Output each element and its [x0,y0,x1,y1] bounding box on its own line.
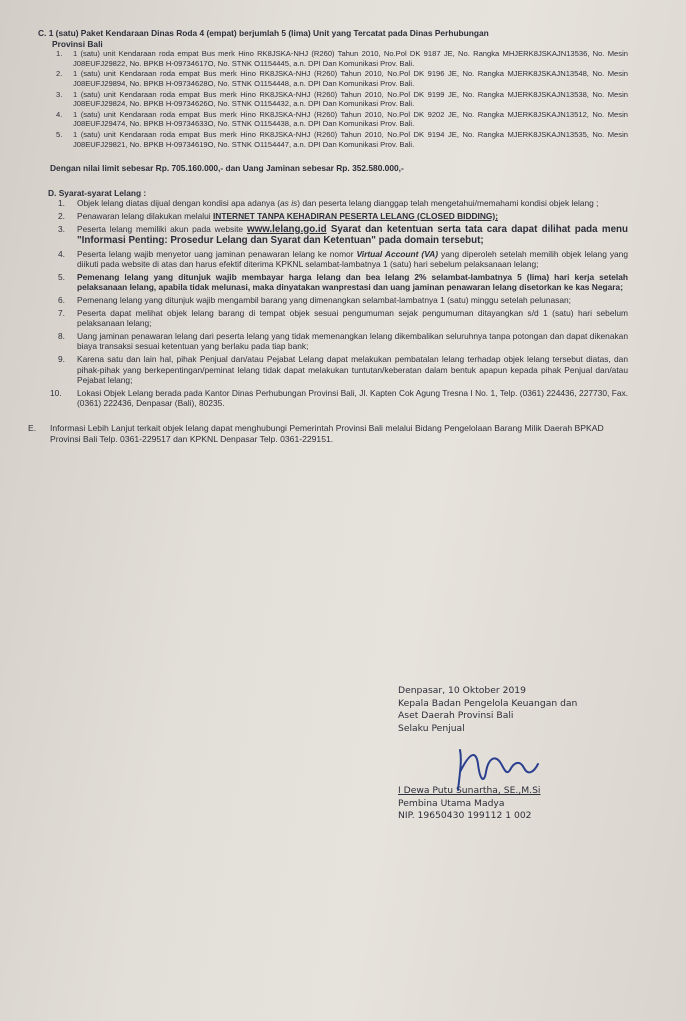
section-e [28,423,628,445]
list-item: 8. Uang jaminan penawaran lelang dari peserta lelang yang tidak memenangkan lelang dikembalikan seluruhnya tanpa potongan dan dapat dikenakan biaya transaksi sesuai ketentuan yang berlaku pada tiap bank; [58,330,628,352]
section-d [38,188,628,409]
list-item: 1. Objek lelang diatas dijual dengan kondisi apa adanya (as is) dan peserta lelang dianggap telah mengetahui/memahami kondisi objek lelang ; [58,198,599,209]
list-item: 9. Karena satu dan lain hal, pihak Penjual dan/atau Pejabat Lelang dapat melakukan pembatalan lelang terhadap objek lelang tersebut diatas, dan pihak-pihak yang berkepentingan/peminat lelang tidak dapat melakukan tuntutan/keberatan dalam bentuk apapun kepada pihak Penjual dan/atau Pejabat lelang; [58,354,628,386]
place-date: Denpasar, 10 Oktober 2019 [398,685,526,696]
signer-nip: NIP. 19650430 199112 1 002 [398,810,532,821]
section-c-title: C. 1 (satu) Paket Kendaraan Dinas Roda 4 (empat) berjumlah 5 (lima) Unit yang Tercatat pada Dinas Perhubungan [38,28,489,38]
limit-value-text: Dengan nilai limit sebesar Rp. 705.160.000,- dan Uang Jaminan sebesar Rp. 352.580.000,- [50,163,404,174]
vehicle-list [46,49,628,149]
section-d-title: D. Syarat-syarat Lelang : [48,187,147,198]
signer-title-line1: Kepala Badan Pengelola Keuangan dan [398,697,578,709]
signer-name: I Dewa Putu Sunartha, SE.,M.Si [398,785,541,796]
handwritten-signature [450,742,560,802]
document-body [28,28,629,445]
list-item: 7. Peserta dapat melihat objek lelang barang di tempat objek sesuai pengumuman sejak pengumuman ditayangkan s/d 1 (satu) hari sebelum pelaksanaan lelang; [58,307,628,329]
requirements-list [48,198,628,409]
list-item: 2. 1 (satu) unit Kendaraan roda empat Bus merk Hino RK8JSKA-NHJ (R260) Tahun 2010, No.Pol DK 9196 JE, No. Rangka MJERK8JSKAJN13548, No. Mesin J08EUFJ29894, No. BPKB H-09734628O, No. STNK O1154448, a.n. DPI Dan Komunikasi Prov. Bali. [56,69,628,88]
website-link[interactable]: www.lelang.go.id [246,223,327,235]
list-item: 1. 1 (satu) unit Kendaraan roda empat Bus merk Hino RK8JSKA-NHJ (R260) Tahun 2010, No.Pol DK 9187 JE, No. Rangka MHJERK8JSKAJN13536, No. Mesin J08EUFJ29822, No. BPKB H-09734617O, No. STNK O1154445, a.n. DPI Dan Komunikasi Prov. Bali. [56,49,628,68]
list-item: 10. Lokasi Objek Lelang berada pada Kantor Dinas Perhubungan Provinsi Bali, Jl. Kapten Cok Agung Tresna I No. 1, Telp. (0361) 224436, 227730, Fax. (0361) 222436, Denpasar (Bali), 80235. [50,387,628,409]
list-item: 6. Pemenang lelang yang ditunjuk wajib mengambil barang yang dimenangkan selambat-lambatnya 1 (satu) minggu setelah pelunasan; [58,295,571,306]
signer-rank: Pembina Utama Madya [398,797,505,809]
section-e-text: Informasi Lebih Lanjut terkait objek lelang dapat menghubungi Pemerintah Provinsi Bali melalui Bidang Pengelolaan Barang Milik Daerah BPKAD Provinsi Bali Telp. 0361-229517 dan KPKNL Denpasar Telp. 0361-229151. [50,423,604,444]
section-c [38,28,628,174]
list-item: 3. 1 (satu) unit Kendaraan roda empat Bus merk Hino RK8JSKA-NHJ (R260) Tahun 2010, No.Pol DK 9199 JE, No. Rangka MJERK8JSKAJN13538, No. Mesin J08EUFJ29824, No. BPKB H-09734626O, No. STNK O1154432, a.n. DPI Dan Komunikasi Prov. Bali. [56,89,628,109]
list-item: 5. Pemenang lelang yang ditunjuk wajib membayar harga lelang dan bea lelang 2% selambat-lambatnya 5 (lima) hari kerja setelah pelaksanaan lelang, apabila tidak melunasi, maka dinyatakan wanprestasi dan uang jaminan penawaran lelang disetorkan ke kas Negara; [58,271,628,293]
list-item: 3. Peserta lelang memiliki akun pada website www.lelang.go.id Syarat dan ketentuan serta tata cara dapat dilihat pada menu "Informasi Penting: Prosedur Lelang dan Syarat dan Ketentuan" pada domain tersebut; [58,223,628,247]
list-item: 5. 1 (satu) unit Kendaraan roda empat Bus merk Hino RK8JSKA-NHJ (R260) Tahun 2010, No.Pol DK 9194 JE, No. Rangka MJERK8JSKAJN13535, No. Mesin J08EUFJ29821, No. BPKB H-09734619O, No. STNK O1154447, a.n. DPI Dan Komunikasi Prov. Bali. [56,129,628,149]
signer-title-line2: Aset Daerah Provinsi Bali [398,710,514,721]
list-item: 4. Peserta lelang wajib menyetor uang jaminan penawaran lelang ke nomor Virtual Account (VA) yang diperoleh setelah memilih objek lelang yang diikuti pada website di atas dan harus efektif diterima KPKNL selambat-lambatnya 1 (satu) hari sebelum pelaksanaan lelang; [58,248,629,270]
signature-stroke [458,750,538,790]
list-item: 4. 1 (satu) unit Kendaraan roda empat Bus merk Hino RK8JSKA-NHJ (R260) Tahun 2010, No.Pol DK 9202 JE, No. Rangka MJERK8JSKAJN13512, No. Mesin J08EUFJ29474, No. BPKB H-09734633O, No. STNK O1154438, a.n. DPI Dan Komunikasi Prov. Bali. [56,109,628,129]
section-c-title-cont: Provinsi Bali [52,38,103,49]
signer-title-line3: Selaku Penjual [398,722,465,734]
list-item: 2. Penawaran lelang dilakukan melalui INTERNET TANPA KEHADIRAN PESERTA LELANG (CLOSED BIDDING); [58,210,499,221]
section-e-number: E. [28,423,37,433]
